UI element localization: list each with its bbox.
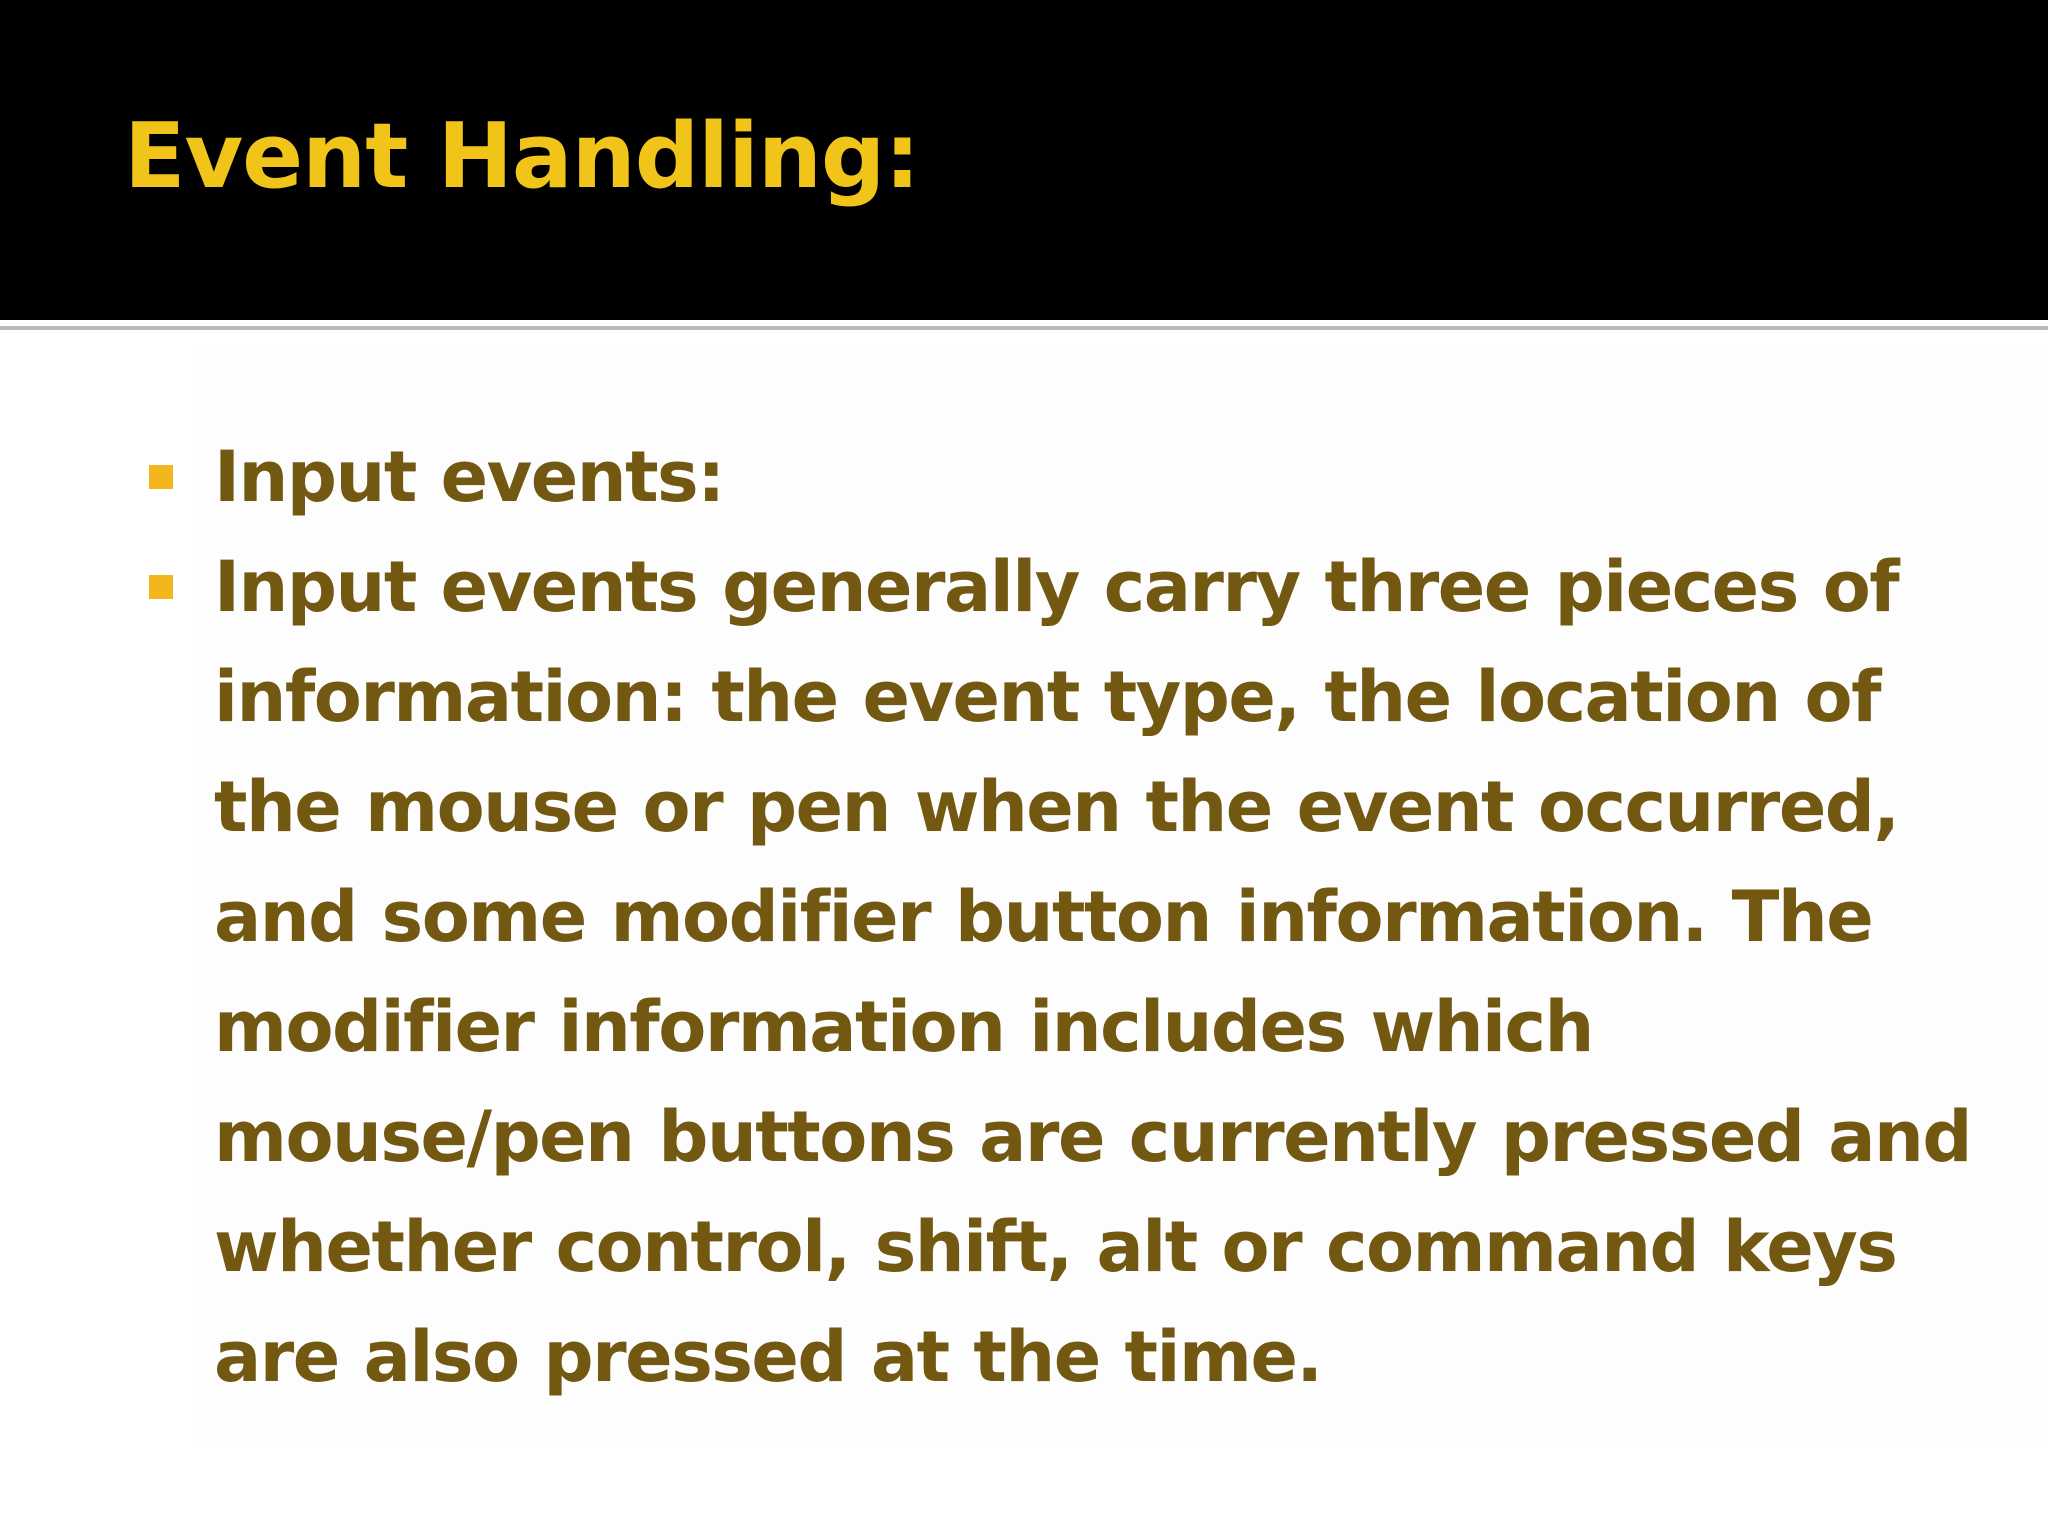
- slide-title: Event Handling:: [124, 104, 920, 209]
- bullet-item: [0, 422, 2048, 532]
- square-bullet-icon: [149, 575, 173, 599]
- title-bar: [0, 0, 2048, 320]
- bullet-list: [0, 422, 2048, 1412]
- square-bullet-icon: [149, 465, 173, 489]
- bullet-item: [0, 532, 2048, 1412]
- title-divider: [0, 326, 2048, 330]
- bullet-text: Input events:: [214, 436, 724, 518]
- bullet-text: Input events generally carry three pieces of information: the event type, the location of the mouse or pen when the event occurred, and some modifier button information. The modifier information includes which mouse/pen buttons are currently pressed and whether control, shift, alt or command keys are also pressed at the time.: [214, 546, 1971, 1398]
